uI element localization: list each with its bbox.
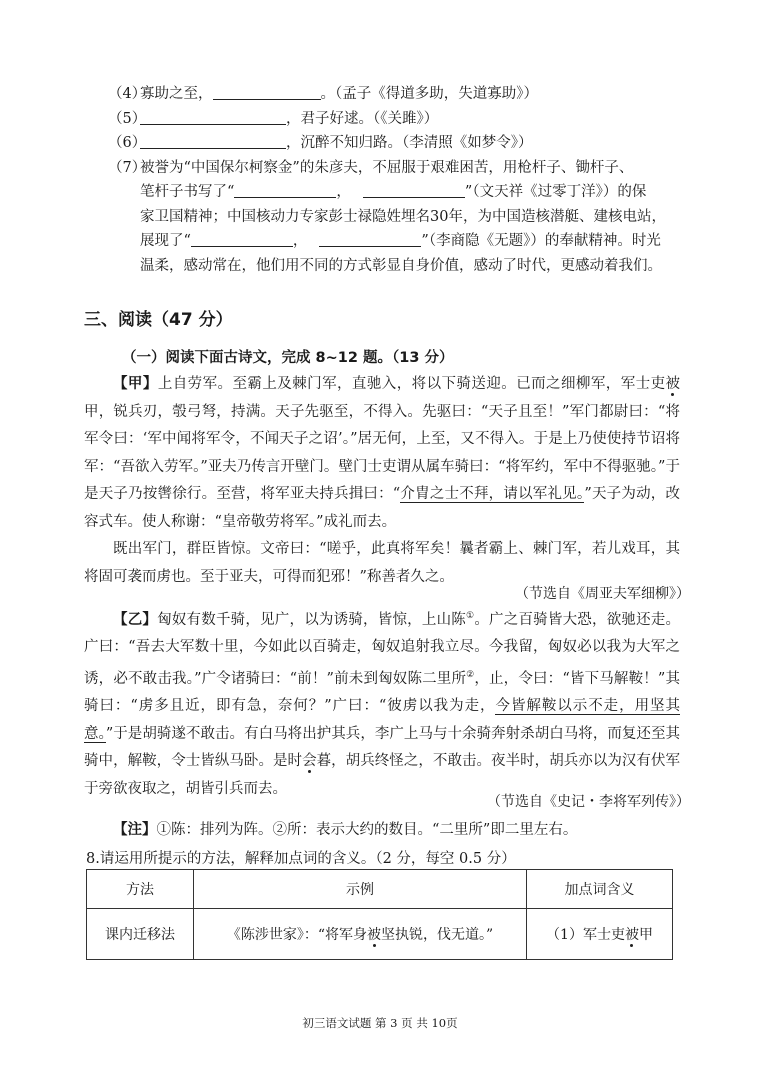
passage-a-source: （节选自《周亚夫军细柳》） bbox=[515, 586, 690, 602]
table-header: 方法 bbox=[87, 870, 194, 909]
table-header: 加点词含义 bbox=[527, 870, 673, 909]
item-text: ， bbox=[292, 233, 308, 249]
item-number: （5） bbox=[108, 110, 147, 127]
fill-item-7-line5 bbox=[108, 254, 688, 279]
table-row bbox=[87, 909, 673, 960]
underlined-sentence: 介胄之士不拜，请以军礼见。 bbox=[400, 486, 585, 502]
passage-b-paragraph bbox=[84, 603, 680, 803]
passage-label: 【乙】 bbox=[113, 611, 158, 628]
answer-blank[interactable] bbox=[319, 231, 421, 247]
note-label: 【注】 bbox=[113, 822, 157, 838]
item-text: ， bbox=[336, 184, 351, 200]
underlined-sentence: 今皆解鞍以示不走，用坚其意。 bbox=[84, 698, 680, 742]
question-8: 8.请运用所提示的方法，解释加点词的含义。（2 分，每空 0.5 分） bbox=[86, 851, 516, 867]
example-text: 《陈涉世家》：“将军身 bbox=[226, 927, 367, 943]
methods-table bbox=[86, 869, 673, 960]
answer-text: 甲 bbox=[638, 927, 653, 943]
item-text: 家卫国精神；中国核动力专家彭士禄隐姓埋名30年，为中国造核潜艇、建核电站， bbox=[140, 208, 666, 225]
item-text: ”（文天祥《过零丁洋》）的保 bbox=[464, 184, 647, 200]
passage-a-paragraph-2: 既出军门，群臣皆惊。文帝曰：“嗟乎，此真将军矣！曩者霸上、棘门军，若儿戏耳，其将固可袭而虏也。至于亚夫，可得而犯邪！”称善者久之。 bbox=[84, 541, 680, 585]
answer-blank[interactable] bbox=[140, 133, 286, 149]
dotted-word: 会 bbox=[302, 753, 317, 770]
item-number: （4） bbox=[108, 86, 147, 102]
answer-blank[interactable] bbox=[363, 182, 465, 198]
answer-blank[interactable] bbox=[234, 182, 336, 198]
item-text: 寡助之至， bbox=[140, 86, 213, 102]
footnote-marker: ① bbox=[466, 611, 475, 621]
answer-cell[interactable] bbox=[527, 909, 673, 960]
table-header: 示例 bbox=[194, 870, 527, 909]
example-cell bbox=[194, 909, 527, 960]
item-text: 。（孟子《得道多助，失道寡助》） bbox=[320, 86, 538, 102]
dotted-word: 被 bbox=[665, 376, 681, 392]
passage-a-paragraph-1 bbox=[84, 371, 680, 536]
fill-in-questions bbox=[108, 82, 688, 278]
item-text: ”（李商隐《无题》）的奉献精神。时光 bbox=[421, 233, 661, 249]
passage-b bbox=[84, 603, 680, 803]
fill-item-7-line3 bbox=[108, 205, 688, 230]
item-text: 展现了“ bbox=[140, 233, 191, 249]
answer-blank[interactable] bbox=[191, 231, 293, 247]
footnote-marker: ② bbox=[466, 669, 475, 680]
fill-item-4 bbox=[108, 82, 688, 107]
fill-item-7-line4 bbox=[108, 229, 688, 254]
dotted-word: 被 bbox=[367, 927, 381, 943]
passage-text: 暮，胡兵终怪之，不敢击。夜半时，胡兵亦以为汉有伏军于旁欲夜取之，胡皆引兵而去。 bbox=[84, 753, 681, 797]
passage-b-source: （节选自《史记・李将军列传》） bbox=[487, 794, 690, 810]
table-header-row bbox=[87, 870, 673, 909]
page-footer: 初三语文试题 第 3 页 共 10页 bbox=[302, 1016, 458, 1030]
passage-text: ”天子为动，改容式车。使人称谢：“皇帝敬劳将军。”成礼而去。 bbox=[84, 486, 680, 530]
item-number: （6） bbox=[108, 135, 147, 151]
fill-item-7 bbox=[108, 156, 688, 181]
subsection-title: （一）阅读下面古诗文，完成 8~12 题。（13 分） bbox=[122, 350, 454, 366]
item-text: 被誉为“中国保尔柯察金”的朱彦夫，不屈服于艰难困苦，用枪杆子、锄杆子、 bbox=[140, 159, 634, 176]
item-text: 笔杆子书写了“ bbox=[140, 184, 235, 200]
passage-text: 。广之百骑皆大恐，欲驰还走。广曰：“吾去大军数十里，今如此以百骑走，匈奴追射我立尽。今我留，匈奴必以我为大军之诱，必不敢击我。”广令诸骑曰：“前！”前未到匈奴陈二里所 bbox=[84, 611, 681, 687]
note-text: ①陈：排列为阵。②所：表示大约的数目。“二里所”即二里左右。 bbox=[156, 822, 578, 838]
annotation-note bbox=[84, 818, 684, 839]
answer-blank[interactable] bbox=[140, 109, 286, 125]
passage-text: ”于是胡骑遂不敢击。有白马将出护其兵，李广上马与十余骑奔射杀胡白马将，而复还至其骑中，解鞍，令士皆纵马卧。是时 bbox=[84, 725, 681, 770]
passage-text: ，止，令曰：“皆下马解鞍！”其骑曰：“虏多且近，即有急，奈何？”广曰：“彼虏以我为走， bbox=[84, 670, 680, 715]
passage-text: 甲，锐兵刃，彀弓弩，持满。天子先驱至，不得入。先驱曰：“天子且至！”军门都尉曰：“将军令曰：‘军中闻将军令，不闻天子之诏’。”居无何，上至，又不得入。于是上乃使使持节诏将军：“吾欲入劳军。”亚夫乃传言开壁门。壁门士吏谓从属车骑曰：“将军约，军中不得驱驰。”于是天子乃按辔徐行。至营，将军亚夫持兵揖曰：“ bbox=[84, 403, 680, 502]
fill-item-7-line2 bbox=[108, 180, 688, 205]
passage-label: 【甲】 bbox=[113, 376, 158, 392]
fill-item-5 bbox=[108, 107, 688, 132]
item-number: （7） bbox=[108, 159, 147, 176]
method-cell: 课内迁移法 bbox=[87, 909, 194, 960]
example-text: 坚执锐，伐无道。” bbox=[381, 927, 494, 943]
item-text: ，沉醉不知归路。（李清照《如梦令》） bbox=[286, 135, 533, 151]
section-title: 三、阅读（47 分） bbox=[84, 310, 233, 330]
answer-text: （1）军士吏 bbox=[546, 927, 625, 943]
item-text: 温柔，感动常在，他们用不同的方式彰显自身价值，感动了时代，更感动着我们。 bbox=[140, 257, 662, 274]
answer-blank[interactable] bbox=[213, 84, 321, 100]
passage-a bbox=[84, 371, 680, 591]
passage-text: 上自劳军。至霸上及棘门军，直驰入，将以下骑送迎。已而之细柳军，军士吏 bbox=[157, 376, 666, 392]
fill-item-6 bbox=[108, 131, 688, 156]
dotted-word: 被 bbox=[624, 927, 639, 943]
item-text: ，君子好逑。（《关雎》） bbox=[286, 110, 439, 127]
passage-text: 匈奴有数千骑，见广，以为诱骑，皆惊，上山陈 bbox=[157, 611, 467, 628]
